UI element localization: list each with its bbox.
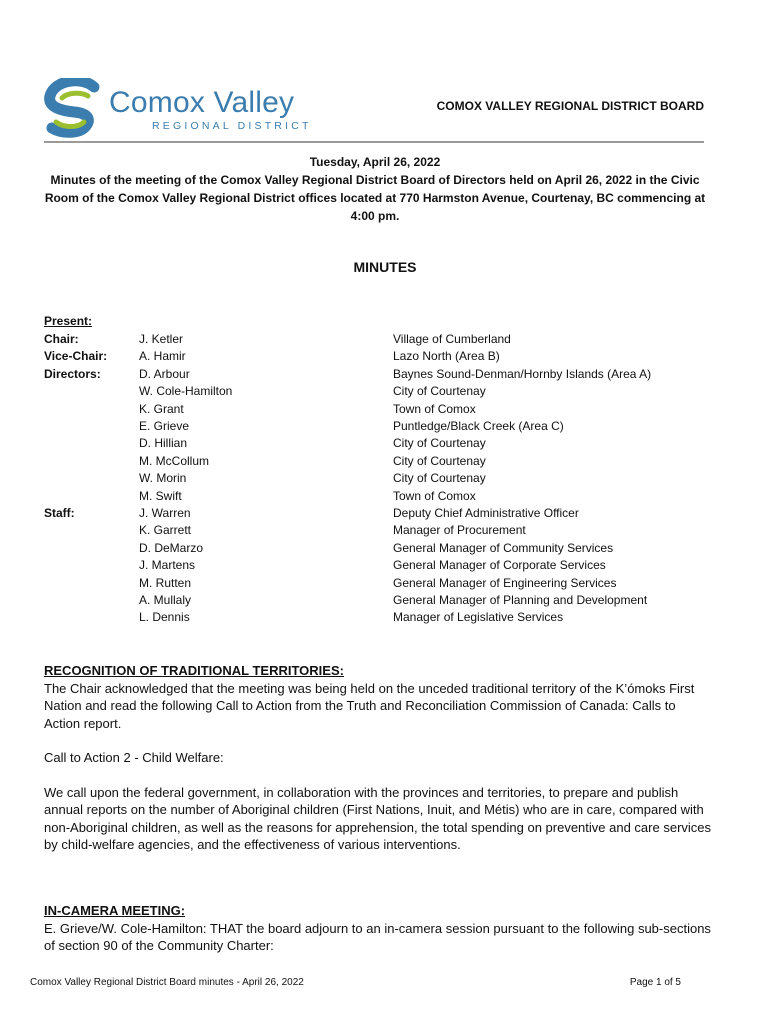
attendee-affiliation: General Manager of Corporate Services (393, 558, 606, 573)
meeting-description: Minutes of the meeting of the Comox Valley Regional District Board of Directors held on April 26, 2022 in the Civic Room of the Comox Valley Regional District offices located at 770 Harmston Avenue, Courtenay, BC commencing at 4:00 pm. (44, 173, 706, 223)
header-divider (44, 141, 704, 143)
attendee-name: D. Arbour (139, 366, 190, 381)
attendee-affiliation: City of Courtenay (393, 436, 486, 451)
attendee-name: W. Cole-Hamilton (139, 384, 233, 399)
attendee-name: D. Hillian (139, 436, 188, 451)
attendee-role: Chair: (44, 332, 79, 346)
attendee-name: D. DeMarzo (139, 540, 204, 555)
attendee-affiliation: General Manager of Community Services (393, 540, 614, 555)
attendee-name: M. Rutten (139, 575, 192, 590)
attendee-affiliation: City of Courtenay (393, 453, 486, 468)
recognition-heading: RECOGNITION OF TRADITIONAL TERRITORIES: (44, 663, 344, 678)
attendee-name: E. Grieve (139, 419, 190, 433)
attendee-affiliation: Town of Comox (393, 401, 476, 416)
attendee-name: J. Warren (139, 506, 191, 520)
attendee-name: A. Mullaly (139, 593, 192, 607)
attendee-affiliation: City of Courtenay (393, 471, 486, 486)
attendee-name: W. Morin (139, 471, 187, 486)
attendee-role: Directors: (44, 366, 101, 381)
attendee-affiliation: Village of Cumberland (393, 332, 511, 346)
page-title: MINUTES (353, 259, 417, 275)
present-label: Present: (44, 314, 93, 328)
attendee-name: M. McCollum (139, 453, 210, 468)
attendee-name: K. Grant (139, 401, 184, 416)
attendee-affiliation: Manager of Procurement (393, 523, 526, 538)
attendee-name: J. Ketler (139, 332, 184, 346)
attendee-affiliation: General Manager of Engineering Services (393, 575, 617, 590)
recognition-section (44, 662, 714, 854)
attendee-name: J. Martens (139, 558, 196, 573)
logo-s-mark-icon (42, 78, 106, 138)
meeting-intro (40, 153, 710, 225)
attendee-role: Vice-Chair: (44, 349, 108, 364)
recognition-paragraph: The Chair acknowledged that the meeting was being held on the unceded traditional territory of the K’ómoks First Nation and read the following Call to Action from the Truth and Reconciliation Commission of Canada: Calls to Action report. (44, 680, 695, 731)
board-title: COMOX VALLEY REGIONAL DISTRICT BOARD (436, 99, 704, 113)
call-to-action-title: Call to Action 2 - Child Welfare: (44, 750, 224, 765)
attendee-name: L. Dennis (139, 610, 190, 625)
attendee-role: Staff: (44, 506, 75, 520)
logo-name: Comox Valley (109, 86, 295, 119)
in-camera-heading: IN-CAMERA MEETING: (44, 903, 186, 918)
attendee-affiliation: Puntledge/Black Creek (Area C) (393, 419, 564, 433)
in-camera-motion: E. Grieve/W. Cole-Hamilton: THAT the board adjourn to an in-camera session pursuant to the following sub-sections of section 90 of the Community Charter: (44, 920, 711, 953)
meeting-date: Tuesday, April 26, 2022 (309, 155, 441, 169)
attendee-affiliation: Manager of Legislative Services (393, 610, 564, 625)
attendee-affiliation: Town of Comox (393, 488, 476, 503)
footer-page-number: Page 1 of 5 (629, 977, 681, 988)
attendee-name: A. Hamir (139, 349, 186, 364)
attendee-affiliation: Baynes Sound-Denman/Hornby Islands (Area A) (393, 366, 652, 381)
attendee-name: M. Swift (139, 488, 182, 503)
logo-subtitle: REGIONAL DISTRICT (152, 120, 312, 132)
attendee-affiliation: Deputy Chief Administrative Officer (393, 506, 579, 520)
footer-document-title: Comox Valley Regional District Board minutes - April 26, 2022 (30, 977, 304, 988)
attendee-name: K. Garrett (139, 523, 192, 538)
attendee-affiliation: City of Courtenay (393, 384, 486, 399)
attendee-affiliation: Lazo North (Area B) (393, 349, 500, 364)
attendee-affiliation: General Manager of Planning and Development (393, 593, 648, 607)
comox-valley-logo (42, 78, 312, 138)
in-camera-section (44, 902, 714, 955)
call-to-action-text: We call upon the federal government, in collaboration with the provinces and territories, to prepare and publish annual reports on the number of Aboriginal children (First Nations, Inuit, and Métis) who are in care, compared with non-Aboriginal children, as well as the reasons for apprehension, the total spending on preventive and care services by child-welfare agencies, and the effectiveness of various interventions. (44, 784, 712, 852)
